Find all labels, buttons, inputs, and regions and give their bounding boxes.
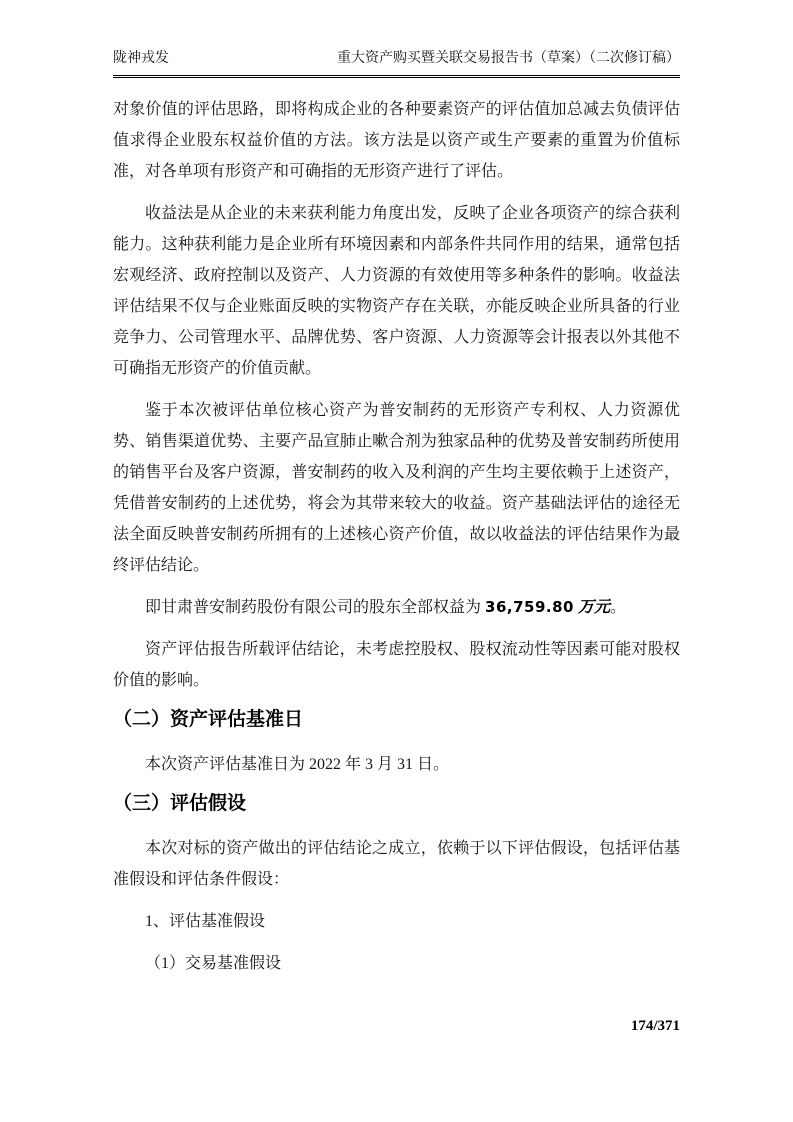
header-company-name: 陇神戎发 [113, 51, 169, 66]
paragraph-conclusion-note: 资产评估报告所载评估结论，未考虑控股权、股权流动性等因素可能对股权价值的影响。 [113, 641, 680, 689]
equity-amount: 36,759.80 [485, 598, 574, 616]
equity-value-prefix: 即甘肃普安制药股份有限公司的股东全部权益为 [145, 599, 486, 616]
paragraph-assumptions-intro: 本次对标的资产做出的评估结论之成立，依赖于以下评估假设，包括评估基准假设和评估条件假设： [113, 840, 680, 888]
equity-amount-unit: 万元 [573, 599, 610, 616]
page-header [113, 50, 680, 78]
heading-valuation-base-date: （二）资产评估基准日 [113, 709, 304, 730]
paragraph-valuation-rationale: 鉴于本次被评估单位核心资产为普安制药的无形资产专利权、人力资源优势、销售渠道优势、主要产品宣肺止嗽合剂为独家品种的优势及普安制药所使用的销售平台及客户资源，普安制药的收入及利润的产生均主要依赖于上述资产，凭借普安制药的上述优势，将会为其带来较大的收益。资产基础法评估的途径无法全面反映普安制药所拥有的上述核心资产价值，故以收益法的评估结果作为最终评估结论。 [113, 402, 680, 574]
heading-valuation-assumptions: （三）评估假设 [113, 793, 247, 814]
header-document-title: 重大资产购买暨关联交易报告书（草案）（二次修订稿） [337, 51, 680, 66]
paragraph-base-date: 本次资产评估基准日为 2022 年 3 月 31 日。 [145, 756, 450, 773]
document-body [113, 94, 680, 979]
page-number: 174/371 [630, 1018, 680, 1034]
paragraph-asset-method-continuation: 对象价值的评估思路，即将构成企业的各种要素资产的评估值加总减去负债评估值求得企业股东权益价值的方法。该方法是以资产或生产要素的重置为价值标准，对各单项有形资产和可确指的无形资产进行了评估。 [113, 101, 680, 180]
paragraph-income-method: 收益法是从企业的未来获利能力角度出发，反映了企业各项资产的综合获利能力。这种获利能力是企业所有环境因素和内部条件共同作用的结果，通常包括宏观经济、政府控制以及资产、人力资源的有效使用等多种条件的影响。收益法评估结果不仅与企业账面反映的实物资产存在关联，亦能反映企业所具备的行业竞争力、公司管理水平、品牌优势、客户资源、人力资源等会计报表以外其他不可确指无形资产的价值贡献。 [113, 205, 680, 377]
list-item-base-assumption: 1、评估基准假设 [145, 913, 266, 930]
paragraph-equity-value [113, 592, 680, 623]
equity-value-suffix: 。 [610, 599, 627, 616]
list-item-transaction-assumption: （1）交易基准假设 [145, 955, 282, 972]
